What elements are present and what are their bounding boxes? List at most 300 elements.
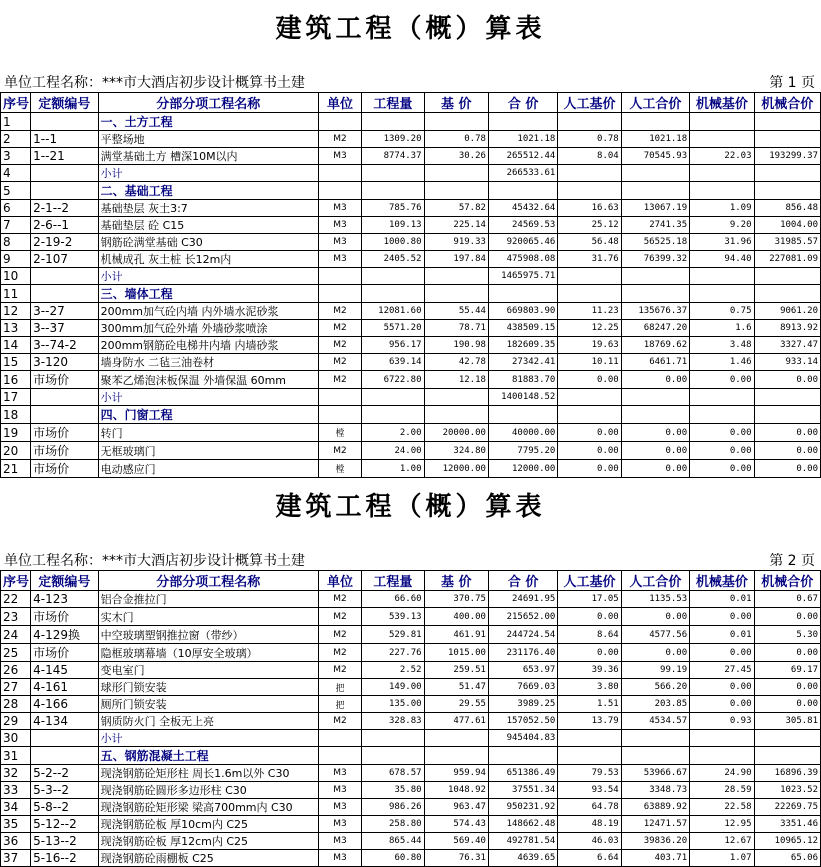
cell-lt[interactable]: 203.85 [621,696,689,713]
cell-lt[interactable]: 1135.53 [621,591,689,608]
cell-mp[interactable]: 0.00 [690,371,754,389]
cell-qty[interactable]: 1000.80 [362,234,424,251]
cell-lt[interactable]: 76399.32 [621,251,689,268]
cell-unit[interactable]: M3 [318,200,361,217]
cell-seq[interactable]: 22 [1,591,31,608]
cell-qty[interactable] [362,389,424,406]
cell-mt[interactable]: 933.14 [754,354,820,371]
cell-lp[interactable] [558,268,621,285]
cell-qty[interactable]: 35.80 [362,782,424,799]
cell-name[interactable]: 小计 [98,389,318,406]
cell-price[interactable] [424,730,488,747]
cell-unit[interactable]: 樘 [318,460,361,478]
cell-price[interactable]: 78.71 [424,320,488,337]
cell-lp[interactable]: 0.00 [558,442,621,460]
cell-seq[interactable]: 28 [1,696,31,713]
column-header[interactable]: 机械基价 [690,93,754,113]
cell-mp[interactable]: 1.6 [690,320,754,337]
cell-total[interactable]: 215652.00 [488,608,557,626]
column-header[interactable]: 合 价 [488,93,557,113]
cell-code[interactable]: 2-1--2 [31,200,98,217]
column-header[interactable]: 机械合价 [754,93,820,113]
cell-name[interactable]: 小计 [98,730,318,747]
cell-price[interactable]: 1048.92 [424,782,488,799]
cell-code[interactable]: 3--74-2 [31,337,98,354]
cell-lp[interactable]: 0.78 [558,131,621,148]
cell-code[interactable] [31,113,98,131]
cell-unit[interactable]: 樘 [318,424,361,442]
cell-qty[interactable] [362,165,424,182]
cell-mt[interactable] [754,747,820,765]
cell-mp[interactable] [690,406,754,424]
cell-mp[interactable]: 1.07 [690,850,754,867]
cell-qty[interactable] [362,747,424,765]
cell-qty[interactable]: 135.00 [362,696,424,713]
cell-code[interactable]: 1--1 [31,131,98,148]
cell-price[interactable] [424,285,488,303]
cell-mp[interactable]: 28.59 [690,782,754,799]
cell-lt[interactable]: 4577.56 [621,626,689,644]
cell-lt[interactable]: 0.00 [621,644,689,662]
cell-unit[interactable]: M3 [318,234,361,251]
cell-mt[interactable]: 227081.09 [754,251,820,268]
cell-total[interactable]: 492781.54 [488,833,557,850]
cell-mt[interactable] [754,131,820,148]
cell-qty[interactable]: 149.00 [362,679,424,696]
cell-mp[interactable]: 22.58 [690,799,754,816]
cell-total[interactable]: 45432.64 [488,200,557,217]
cell-lt[interactable]: 70545.93 [621,148,689,165]
cell-mt[interactable]: 8913.92 [754,320,820,337]
cell-code[interactable]: 4-166 [31,696,98,713]
cell-price[interactable]: 400.00 [424,608,488,626]
cell-lp[interactable]: 10.11 [558,354,621,371]
cell-name[interactable]: 基础垫层 灰土3:7 [98,200,318,217]
cell-lp[interactable] [558,182,621,200]
cell-seq[interactable]: 25 [1,644,31,662]
cell-name[interactable]: 钢质防火门 全板无上亮 [98,713,318,730]
cell-name[interactable]: 隐框玻璃幕墙（10厚安全玻璃） [98,644,318,662]
cell-seq[interactable]: 34 [1,799,31,816]
cell-lp[interactable]: 3.80 [558,679,621,696]
cell-unit[interactable]: M2 [318,320,361,337]
cell-code[interactable]: 5-8--2 [31,799,98,816]
cell-total[interactable]: 37551.34 [488,782,557,799]
cell-lt[interactable]: 18769.62 [621,337,689,354]
cell-name[interactable]: 200mm加气砼内墙 内外墙水泥砂浆 [98,303,318,320]
cell-total[interactable] [488,747,557,765]
cell-mp[interactable]: 0.00 [690,679,754,696]
cell-name[interactable]: 300mm加气砼外墙 外墙砂浆喷涂 [98,320,318,337]
cell-total[interactable]: 24569.53 [488,217,557,234]
cell-mp[interactable]: 0.00 [690,696,754,713]
cell-lp[interactable]: 46.03 [558,833,621,850]
cell-price[interactable]: 259.51 [424,662,488,679]
cell-code[interactable]: 2-6--1 [31,217,98,234]
cell-lt[interactable] [621,406,689,424]
cell-mt[interactable]: 3327.47 [754,337,820,354]
cell-price[interactable]: 324.80 [424,442,488,460]
cell-unit[interactable]: 把 [318,696,361,713]
cell-mt[interactable]: 0.00 [754,442,820,460]
cell-total[interactable]: 653.97 [488,662,557,679]
cell-mt[interactable]: 0.00 [754,679,820,696]
cell-total[interactable]: 182609.35 [488,337,557,354]
cell-qty[interactable]: 2405.52 [362,251,424,268]
cell-seq[interactable]: 32 [1,765,31,782]
cell-code[interactable]: 1--21 [31,148,98,165]
cell-lt[interactable]: 0.00 [621,608,689,626]
column-header[interactable]: 工程量 [362,571,424,591]
cell-lp[interactable]: 16.63 [558,200,621,217]
cell-seq[interactable]: 24 [1,626,31,644]
cell-unit[interactable] [318,113,361,131]
cell-unit[interactable]: M3 [318,833,361,850]
cell-code[interactable]: 市场价 [31,608,98,626]
cell-mt[interactable]: 305.81 [754,713,820,730]
cell-qty[interactable]: 785.76 [362,200,424,217]
cell-name[interactable]: 现浇钢筋砼雨棚板 C25 [98,850,318,867]
cell-unit[interactable]: 把 [318,679,361,696]
cell-lt[interactable] [621,182,689,200]
cell-qty[interactable]: 328.83 [362,713,424,730]
cell-code[interactable]: 市场价 [31,644,98,662]
cell-lp[interactable]: 0.00 [558,371,621,389]
cell-mt[interactable] [754,285,820,303]
cell-unit[interactable]: M2 [318,337,361,354]
cell-seq[interactable]: 16 [1,371,31,389]
cell-price[interactable]: 959.94 [424,765,488,782]
cell-name[interactable]: 五、钢筋混凝土工程 [98,747,318,765]
cell-lt[interactable]: 63889.92 [621,799,689,816]
cell-lp[interactable]: 8.04 [558,148,621,165]
column-header[interactable]: 分部分项工程名称 [98,93,318,113]
cell-seq[interactable]: 3 [1,148,31,165]
cell-qty[interactable]: 12081.60 [362,303,424,320]
cell-total[interactable]: 1021.18 [488,131,557,148]
cell-seq[interactable]: 15 [1,354,31,371]
cell-lt[interactable]: 135676.37 [621,303,689,320]
cell-seq[interactable]: 9 [1,251,31,268]
cell-total[interactable]: 266533.61 [488,165,557,182]
cell-code[interactable]: 3-120 [31,354,98,371]
cell-unit[interactable]: M3 [318,850,361,867]
cell-qty[interactable]: 1.00 [362,460,424,478]
cell-mt[interactable]: 9061.20 [754,303,820,320]
cell-name[interactable]: 墙身防水 二毡三油卷材 [98,354,318,371]
cell-seq[interactable]: 21 [1,460,31,478]
cell-total[interactable]: 27342.41 [488,354,557,371]
column-header[interactable]: 单位 [318,93,361,113]
cell-seq[interactable]: 8 [1,234,31,251]
cell-seq[interactable]: 5 [1,182,31,200]
cell-seq[interactable]: 14 [1,337,31,354]
cell-unit[interactable] [318,406,361,424]
cell-qty[interactable]: 986.26 [362,799,424,816]
cell-qty[interactable]: 8774.37 [362,148,424,165]
cell-qty[interactable]: 678.57 [362,765,424,782]
cell-price[interactable]: 0.78 [424,131,488,148]
cell-code[interactable]: 市场价 [31,460,98,478]
cell-lt[interactable] [621,730,689,747]
cell-mt[interactable] [754,268,820,285]
cell-mp[interactable]: 0.01 [690,626,754,644]
cell-price[interactable]: 12000.00 [424,460,488,478]
cell-price[interactable]: 370.75 [424,591,488,608]
cell-name[interactable]: 变电室门 [98,662,318,679]
cell-mt[interactable]: 0.00 [754,644,820,662]
cell-price[interactable] [424,389,488,406]
cell-unit[interactable]: M2 [318,608,361,626]
cell-code[interactable]: 3--37 [31,320,98,337]
cell-price[interactable] [424,113,488,131]
cell-name[interactable]: 中空玻璃塑钢推拉窗（带纱） [98,626,318,644]
cell-mp[interactable]: 0.00 [690,442,754,460]
cell-name[interactable]: 现浇钢筋砼矩形柱 周长1.6m以外 C30 [98,765,318,782]
cell-mt[interactable]: 0.00 [754,696,820,713]
cell-lp[interactable] [558,165,621,182]
cell-code[interactable]: 4-145 [31,662,98,679]
cell-mt[interactable]: 16896.39 [754,765,820,782]
cell-total[interactable]: 24691.95 [488,591,557,608]
cell-mp[interactable] [690,285,754,303]
cell-unit[interactable] [318,730,361,747]
cell-unit[interactable] [318,285,361,303]
cell-price[interactable] [424,182,488,200]
cell-code[interactable] [31,389,98,406]
cell-lt[interactable]: 0.00 [621,424,689,442]
cell-code[interactable] [31,165,98,182]
cell-lp[interactable]: 19.63 [558,337,621,354]
cell-name[interactable]: 基础垫层 砼 C15 [98,217,318,234]
cell-mp[interactable]: 94.40 [690,251,754,268]
cell-lp[interactable]: 64.78 [558,799,621,816]
cell-price[interactable]: 477.61 [424,713,488,730]
cell-name[interactable]: 现浇钢筋砼板 厚12cm内 C25 [98,833,318,850]
cell-total[interactable]: 945404.83 [488,730,557,747]
cell-lp[interactable]: 11.23 [558,303,621,320]
cell-price[interactable]: 963.47 [424,799,488,816]
cell-lp[interactable]: 0.00 [558,608,621,626]
cell-qty[interactable] [362,268,424,285]
cell-name[interactable]: 聚苯乙烯泡沫板保温 外墙保温 60mm [98,371,318,389]
cell-qty[interactable]: 227.76 [362,644,424,662]
cell-mp[interactable]: 0.75 [690,303,754,320]
cell-unit[interactable]: M2 [318,713,361,730]
cell-qty[interactable]: 258.80 [362,816,424,833]
cell-lp[interactable]: 31.76 [558,251,621,268]
cell-lt[interactable]: 68247.20 [621,320,689,337]
cell-lp[interactable] [558,747,621,765]
cell-mt[interactable]: 69.17 [754,662,820,679]
cell-mt[interactable] [754,182,820,200]
cell-mp[interactable]: 3.48 [690,337,754,354]
cell-lt[interactable]: 3348.73 [621,782,689,799]
cell-mp[interactable]: 0.00 [690,608,754,626]
cell-name[interactable]: 三、墙体工程 [98,285,318,303]
cell-price[interactable] [424,406,488,424]
cell-seq[interactable]: 33 [1,782,31,799]
cell-unit[interactable]: M2 [318,371,361,389]
cell-unit[interactable] [318,747,361,765]
cell-mt[interactable]: 3351.46 [754,816,820,833]
cell-name[interactable]: 一、土方工程 [98,113,318,131]
cell-name[interactable]: 现浇钢筋砼板 厚10cm内 C25 [98,816,318,833]
cell-name[interactable]: 无框玻璃门 [98,442,318,460]
cell-unit[interactable]: M2 [318,131,361,148]
cell-total[interactable]: 231176.40 [488,644,557,662]
cell-seq[interactable]: 17 [1,389,31,406]
cell-unit[interactable] [318,182,361,200]
cell-total[interactable]: 1400148.52 [488,389,557,406]
cell-unit[interactable]: M2 [318,591,361,608]
cell-lt[interactable]: 99.19 [621,662,689,679]
cell-unit[interactable]: M3 [318,816,361,833]
cell-seq[interactable]: 23 [1,608,31,626]
cell-total[interactable]: 1465975.71 [488,268,557,285]
column-header[interactable]: 序号 [1,93,31,113]
cell-qty[interactable]: 956.17 [362,337,424,354]
cell-name[interactable]: 二、基础工程 [98,182,318,200]
cell-lp[interactable]: 25.12 [558,217,621,234]
cell-mt[interactable]: 65.06 [754,850,820,867]
cell-lt[interactable]: 566.20 [621,679,689,696]
cell-mt[interactable]: 0.67 [754,591,820,608]
cell-seq[interactable]: 35 [1,816,31,833]
cell-lp[interactable]: 1.51 [558,696,621,713]
cell-total[interactable]: 244724.54 [488,626,557,644]
cell-lt[interactable] [621,165,689,182]
column-header[interactable]: 定额编号 [31,93,98,113]
cell-seq[interactable]: 13 [1,320,31,337]
cell-name[interactable]: 200mm钢筋砼电梯井内墙 内墙砂浆 [98,337,318,354]
cell-name[interactable]: 电动感应门 [98,460,318,478]
cell-code[interactable]: 5-3--2 [31,782,98,799]
cell-total[interactable]: 7795.20 [488,442,557,460]
cell-seq[interactable]: 7 [1,217,31,234]
cell-lp[interactable]: 56.48 [558,234,621,251]
cell-lp[interactable]: 13.79 [558,713,621,730]
cell-qty[interactable]: 539.13 [362,608,424,626]
cell-qty[interactable]: 639.14 [362,354,424,371]
cell-unit[interactable]: M2 [318,662,361,679]
cell-price[interactable]: 76.31 [424,850,488,867]
cell-lt[interactable]: 4534.57 [621,713,689,730]
cell-lp[interactable]: 0.00 [558,460,621,478]
cell-name[interactable]: 四、门窗工程 [98,406,318,424]
cell-mt[interactable] [754,730,820,747]
cell-code[interactable] [31,406,98,424]
cell-name[interactable]: 实木门 [98,608,318,626]
cell-code[interactable]: 5-13--2 [31,833,98,850]
cell-mt[interactable] [754,113,820,131]
cell-lt[interactable] [621,285,689,303]
cell-unit[interactable]: M2 [318,644,361,662]
cell-mp[interactable] [690,747,754,765]
cell-lp[interactable]: 0.00 [558,644,621,662]
cell-unit[interactable]: M2 [318,442,361,460]
cell-total[interactable]: 3989.25 [488,696,557,713]
cell-lp[interactable]: 93.54 [558,782,621,799]
cell-seq[interactable]: 30 [1,730,31,747]
cell-total[interactable]: 265512.44 [488,148,557,165]
cell-code[interactable] [31,182,98,200]
cell-lp[interactable] [558,730,621,747]
cell-qty[interactable] [362,406,424,424]
cell-mp[interactable]: 0.93 [690,713,754,730]
cell-seq[interactable]: 1 [1,113,31,131]
column-header[interactable]: 人工基价 [558,571,621,591]
cell-total[interactable] [488,285,557,303]
cell-unit[interactable]: M3 [318,251,361,268]
cell-seq[interactable]: 36 [1,833,31,850]
cell-lt[interactable]: 0.00 [621,371,689,389]
cell-total[interactable]: 40000.00 [488,424,557,442]
cell-price[interactable]: 190.98 [424,337,488,354]
cell-lp[interactable]: 12.25 [558,320,621,337]
column-header[interactable]: 序号 [1,571,31,591]
cell-total[interactable]: 4639.65 [488,850,557,867]
column-header[interactable]: 人工合价 [621,93,689,113]
cell-name[interactable]: 球形门锁安装 [98,679,318,696]
cell-name[interactable]: 厕所门锁安装 [98,696,318,713]
cell-unit[interactable]: M3 [318,782,361,799]
cell-total[interactable] [488,406,557,424]
cell-lt[interactable]: 12471.57 [621,816,689,833]
column-header[interactable]: 定额编号 [31,571,98,591]
column-header[interactable]: 分部分项工程名称 [98,571,318,591]
cell-code[interactable]: 4-129换 [31,626,98,644]
cell-unit[interactable]: M2 [318,303,361,320]
cell-mp[interactable]: 0.00 [690,644,754,662]
cell-lt[interactable]: 0.00 [621,442,689,460]
column-header[interactable]: 人工基价 [558,93,621,113]
cell-price[interactable]: 29.55 [424,696,488,713]
cell-lp[interactable] [558,285,621,303]
cell-mp[interactable] [690,730,754,747]
cell-code[interactable] [31,268,98,285]
cell-mt[interactable]: 31985.57 [754,234,820,251]
cell-price[interactable]: 225.14 [424,217,488,234]
cell-unit[interactable]: M3 [318,217,361,234]
cell-mt[interactable]: 0.00 [754,424,820,442]
cell-qty[interactable]: 6722.80 [362,371,424,389]
cell-seq[interactable]: 27 [1,679,31,696]
cell-qty[interactable]: 2.52 [362,662,424,679]
cell-lt[interactable]: 403.71 [621,850,689,867]
cell-name[interactable]: 机械成孔 灰土桩 长12m内 [98,251,318,268]
cell-mt[interactable]: 1023.52 [754,782,820,799]
cell-mt[interactable]: 1004.00 [754,217,820,234]
cell-mt[interactable] [754,406,820,424]
cell-mp[interactable]: 0.01 [690,591,754,608]
cell-price[interactable]: 919.33 [424,234,488,251]
cell-price[interactable]: 20000.00 [424,424,488,442]
cell-code[interactable]: 5-12--2 [31,816,98,833]
cell-price[interactable]: 569.40 [424,833,488,850]
column-header[interactable]: 基 价 [424,571,488,591]
cell-qty[interactable]: 2.00 [362,424,424,442]
cell-lt[interactable]: 13067.19 [621,200,689,217]
cell-price[interactable] [424,165,488,182]
cell-mp[interactable]: 27.45 [690,662,754,679]
cell-mt[interactable]: 856.48 [754,200,820,217]
cell-qty[interactable]: 60.80 [362,850,424,867]
cell-total[interactable]: 669803.90 [488,303,557,320]
cell-name[interactable]: 满堂基础土方 槽深10M以内 [98,148,318,165]
cell-total[interactable]: 920065.46 [488,234,557,251]
cell-total[interactable]: 475908.08 [488,251,557,268]
